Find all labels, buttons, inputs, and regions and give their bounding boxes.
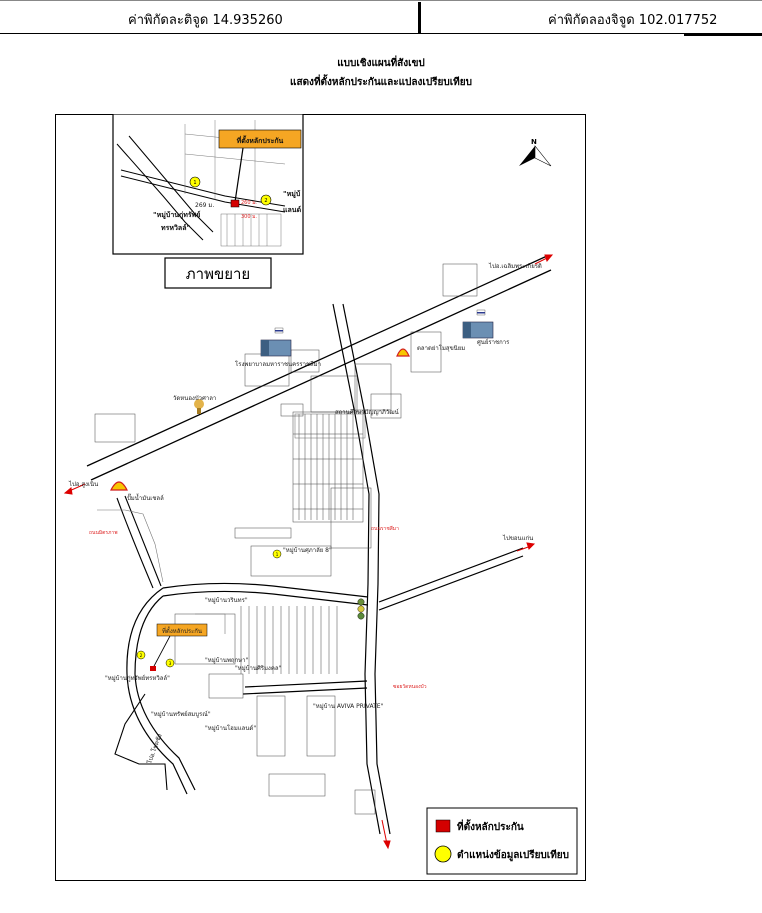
inset-village-b: ทรหวิลล์" bbox=[161, 224, 191, 232]
bottom-rule bbox=[0, 33, 762, 34]
inset-marker-1-label: 1 bbox=[193, 180, 197, 186]
label-village-land: "หมู่บ้านกู่ทรัพย์ทรหวิลล์" bbox=[105, 675, 170, 682]
latitude-label: ค่าพิกัดละติจูด 14.935260 bbox=[128, 13, 283, 28]
coordinate-divider bbox=[418, 2, 421, 33]
shell-icon-west bbox=[111, 482, 127, 490]
inset-distance-1: 269 ม. bbox=[195, 202, 215, 209]
label-village-8: "หมู่บ้านศุภาลัย 8" bbox=[283, 547, 332, 554]
label-school: สถานศึกษาปัญญาภิวัฒน์ bbox=[335, 409, 399, 416]
label-village-home: "หมู่บ้านโฮมแลนด์" bbox=[205, 725, 257, 732]
map-subtitle: แสดงที่ตั้งหลักประกันและแปลงเปรียบเทียบ bbox=[290, 77, 472, 88]
legend bbox=[427, 808, 577, 874]
label-road-north: ไปอ.เฉลิมพระเกียรติ bbox=[489, 263, 542, 270]
label-hospital: โรงพยาบาลมหาราชนครราชสีมา bbox=[235, 361, 322, 368]
road-east-arrow bbox=[517, 543, 534, 551]
map-canvas bbox=[55, 114, 586, 881]
main-comparison-markers bbox=[137, 550, 281, 667]
longitude-label: ค่าพิกัดลองจิจูด 102.017752 bbox=[548, 13, 718, 28]
label-corner: ไปอ.โชคชัย bbox=[146, 732, 164, 765]
road-north-south bbox=[333, 304, 390, 834]
north-arrow-icon bbox=[519, 138, 551, 166]
label-market: ตลาดย่าโมสุขนิยม bbox=[417, 345, 466, 352]
road-north-arrow bbox=[382, 820, 390, 848]
label-red-road-3: ซอยวัดหนองบัว bbox=[393, 684, 427, 690]
label-road-east: ไปขอนแก่น bbox=[503, 535, 534, 542]
label-village-park: "หมู่บ้านพฤกษา" bbox=[205, 657, 249, 664]
inset-village-c: "หมู่บ้ bbox=[283, 190, 301, 198]
legend-collateral-label: ที่ตั้งหลักประกัน bbox=[457, 822, 524, 833]
traffic-light-icon bbox=[358, 599, 364, 619]
shell-icon-north bbox=[397, 349, 409, 356]
label-shell: ปั๊มน้ำมันเชลล์ bbox=[127, 495, 164, 502]
road-east bbox=[379, 548, 523, 610]
label-village-lake: "หมู่บ้านศิริมงคล" bbox=[235, 665, 282, 672]
legend-collateral-swatch bbox=[436, 820, 450, 832]
bottom-rule-thick bbox=[684, 33, 762, 36]
coordinate-bar bbox=[0, 0, 762, 36]
top-rule bbox=[0, 0, 762, 1]
label-village-river: "หมู่บ้านวรินทร" bbox=[205, 597, 248, 604]
label-gov: ศูนย์ราชการ bbox=[477, 339, 510, 346]
inset-village-a: "หมู่บ้านกู่ทรัพย์ bbox=[153, 211, 201, 219]
building-right-icon bbox=[463, 310, 493, 338]
label-village-aviva: "หมู่บ้าน AVIVA PRIVATE" bbox=[313, 703, 384, 710]
legend-comparison-label: ตำแหน่งข้อมูลเปรียบเทียบ bbox=[457, 850, 569, 861]
label-village-town: "หมู่บ้านทรัพย์สมบูรณ์" bbox=[151, 711, 211, 718]
comparison-marker-1-label: 1 bbox=[275, 552, 279, 557]
inset-distance-3: 300 ม. bbox=[241, 214, 258, 220]
district-outline bbox=[97, 510, 225, 634]
label-red-road-1: ถนนมิตรภาพ bbox=[89, 530, 118, 536]
inset-village-d: แลนด์ bbox=[283, 206, 302, 214]
grid-block-2 bbox=[241, 606, 337, 674]
road-lower-loop bbox=[127, 583, 368, 794]
map-title: แบบเชิงแผนที่สังเขป bbox=[337, 58, 425, 69]
inset-marker-2-label: 2 bbox=[264, 198, 268, 204]
inset-map bbox=[113, 114, 303, 254]
comparison-marker-3-label: 3 bbox=[168, 661, 172, 666]
inset-caption bbox=[165, 258, 271, 288]
comparison-marker-2-label: 2 bbox=[139, 653, 143, 658]
inset-caption-text: ภาพขยาย bbox=[185, 265, 251, 283]
grid-block-1 bbox=[293, 414, 363, 520]
label-temple: วัดหนองบัวศาลา bbox=[173, 395, 217, 402]
main-collateral-marker bbox=[150, 666, 156, 671]
inset-callout-label: ที่ตั้งหลักประกัน bbox=[236, 137, 284, 145]
label-red-road-2: ถนนราชสีมา bbox=[371, 526, 399, 532]
inset-collateral-marker bbox=[231, 200, 239, 207]
main-callout-label: ที่ตั้งหลักประกัน bbox=[161, 628, 203, 635]
legend-comparison-swatch bbox=[435, 846, 451, 862]
inset-distance-2: 260 ม. bbox=[241, 200, 258, 206]
north-label: N bbox=[531, 138, 537, 146]
label-road-west: ไปอ.สูงเนิน bbox=[69, 481, 99, 488]
building-left-icon bbox=[261, 328, 291, 356]
